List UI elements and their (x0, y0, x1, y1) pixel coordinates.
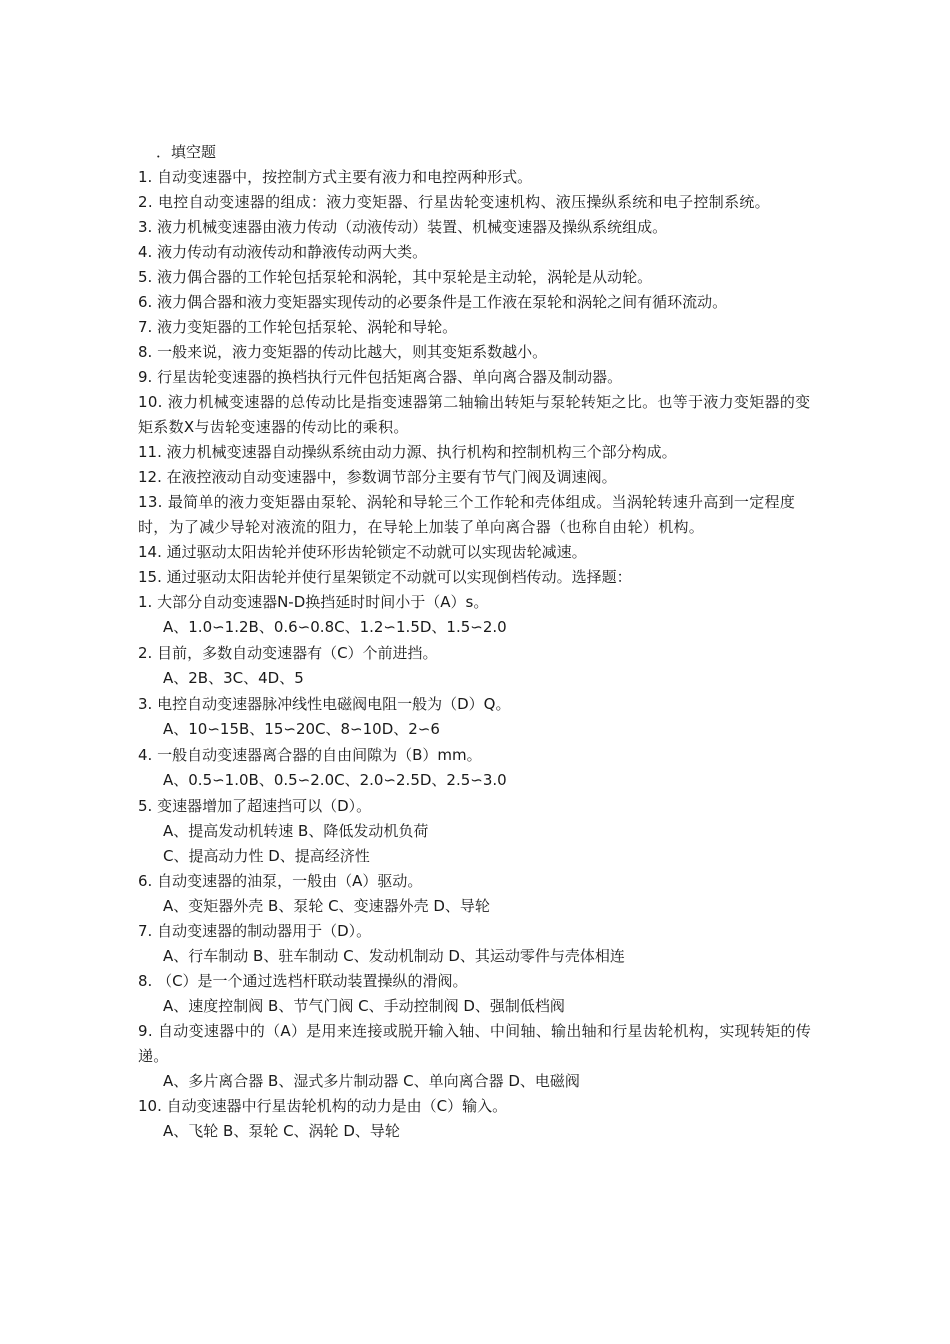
choice-question (138, 1094, 818, 1144)
question-text: 6. 自动变速器的油泵，一般由（A）驱动。 (138, 872, 423, 890)
fill-in-item: 3. 液力机械变速器由液力传动（动液传动）装置、机械变速器及操纵系统组成。 (138, 218, 668, 236)
section-title-fill-in: ．填空题 (156, 143, 217, 161)
fill-in-item: 1. 自动变速器中，按控制方式主要有液力和电控两种形式。 (138, 168, 533, 186)
fill-in-item: 4. 液力传动有动液传动和静液传动两大类。 (138, 243, 428, 261)
fill-in-item: 2. 电控自动变速器的组成：液力变矩器、行星齿轮变速机构、液压操纵系统和电子控制系统。 (138, 193, 770, 211)
question-text: 10. 自动变速器中行星齿轮机构的动力是由（C）输入。 (138, 1097, 508, 1115)
answer-options: A、10∽15B、15∽20C、8∽10D、2∽6 (163, 720, 440, 738)
question-text: 8. （C）是一个通过选档杆联动装置操纵的滑阀。 (138, 972, 468, 990)
answer-options: A、1.0∽1.2B、0.6∽0.8C、1.2∽1.5D、1.5∽2.0 (163, 618, 507, 636)
question-text: 7. 自动变速器的制动器用于（D）。 (138, 922, 372, 940)
answer-options: A、行车制动 B、驻车制动 C、发动机制动 D、其运动零件与壳体相连 (163, 947, 625, 965)
fill-in-item: 5. 液力偶合器的工作轮包括泵轮和涡轮，其中泵轮是主动轮，涡轮是从动轮。 (138, 268, 653, 286)
fill-in-item: 14. 通过驱动太阳齿轮并使环形齿轮锁定不动就可以实现齿轮减速。 (138, 543, 587, 561)
answer-options: C、提高动力性 D、提高经济性 (163, 847, 370, 865)
answer-options: A、提高发动机转速 B、降低发动机负荷 (163, 822, 429, 840)
fill-in-item: 10. 液力机械变速器的总传动比是指变速器第二轴输出转矩与泵轮转矩之比。也等于液力变矩器的变矩系数X与齿轮变速器的传动比的乘积。 (138, 393, 811, 436)
answer-options: A、变矩器外壳 B、泵轮 C、变速器外壳 D、导轮 (163, 897, 490, 915)
choice-question (138, 869, 818, 919)
choice-list (138, 590, 818, 1144)
question-text: 5. 变速器增加了超速挡可以（D）。 (138, 797, 372, 815)
fill-in-item: 15. 通过驱动太阳齿轮并使行星架锁定不动就可以实现倒档传动。选择题： (138, 568, 632, 586)
fill-in-item: 8. 一般来说，液力变矩器的传动比越大，则其变矩系数越小。 (138, 343, 548, 361)
choice-question (138, 919, 818, 969)
question-text: 1. 大部分自动变速器N-D换挡延时时间小于（A）s。 (138, 593, 489, 611)
question-text: 3. 电控自动变速器脉冲线性电磁阀电阻一般为（D）Q。 (138, 695, 511, 713)
choice-question (138, 969, 818, 1019)
choice-question (138, 590, 818, 640)
answer-options: A、0.5∽1.0B、0.5∽2.0C、2.0∽2.5D、2.5∽3.0 (163, 771, 507, 789)
fill-in-item: 7. 液力变矩器的工作轮包括泵轮、涡轮和导轮。 (138, 318, 458, 336)
question-text: 2. 目前，多数自动变速器有（C）个前进挡。 (138, 644, 438, 662)
fill-in-item: 12. 在液控液动自动变速器中，参数调节部分主要有节气门阀及调速阀。 (138, 468, 617, 486)
fill-in-item: 11. 液力机械变速器自动操纵系统由动力源、执行机构和控制机构三个部分构成。 (138, 443, 677, 461)
choice-question (138, 692, 818, 742)
document-body (138, 140, 818, 1144)
question-text: 9. 自动变速器中的（A）是用来连接或脱开输入轴、中间轴、输出轴和行星齿轮机构，实现转矩的传递。 (138, 1022, 812, 1065)
fill-in-list (138, 165, 818, 590)
answer-options: A、多片离合器 B、湿式多片制动器 C、单向离合器 D、电磁阀 (163, 1072, 580, 1090)
question-text: 4. 一般自动变速器离合器的自由间隙为（B）mm。 (138, 746, 482, 764)
fill-in-item: 6. 液力偶合器和液力变矩器实现传动的必要条件是工作液在泵轮和涡轮之间有循环流动。 (138, 293, 728, 311)
fill-in-item: 13. 最简单的液力变矩器由泵轮、涡轮和导轮三个工作轮和壳体组成。当涡轮转速升高到一定程度时，为了减少导轮对液流的阻力，在导轮上加装了单向离合器（也称自由轮）机构。 (138, 493, 796, 536)
answer-options: A、飞轮 B、泵轮 C、涡轮 D、导轮 (163, 1122, 400, 1140)
choice-question (138, 794, 818, 869)
answer-options: A、速度控制阀 B、节气门阀 C、手动控制阀 D、强制低档阀 (163, 997, 565, 1015)
choice-question (138, 743, 818, 793)
answer-options: A、2B、3C、4D、5 (163, 669, 304, 687)
choice-question (138, 1019, 818, 1094)
fill-in-item: 9. 行星齿轮变速器的换档执行元件包括矩离合器、单向离合器及制动器。 (138, 368, 623, 386)
choice-question (138, 641, 818, 691)
